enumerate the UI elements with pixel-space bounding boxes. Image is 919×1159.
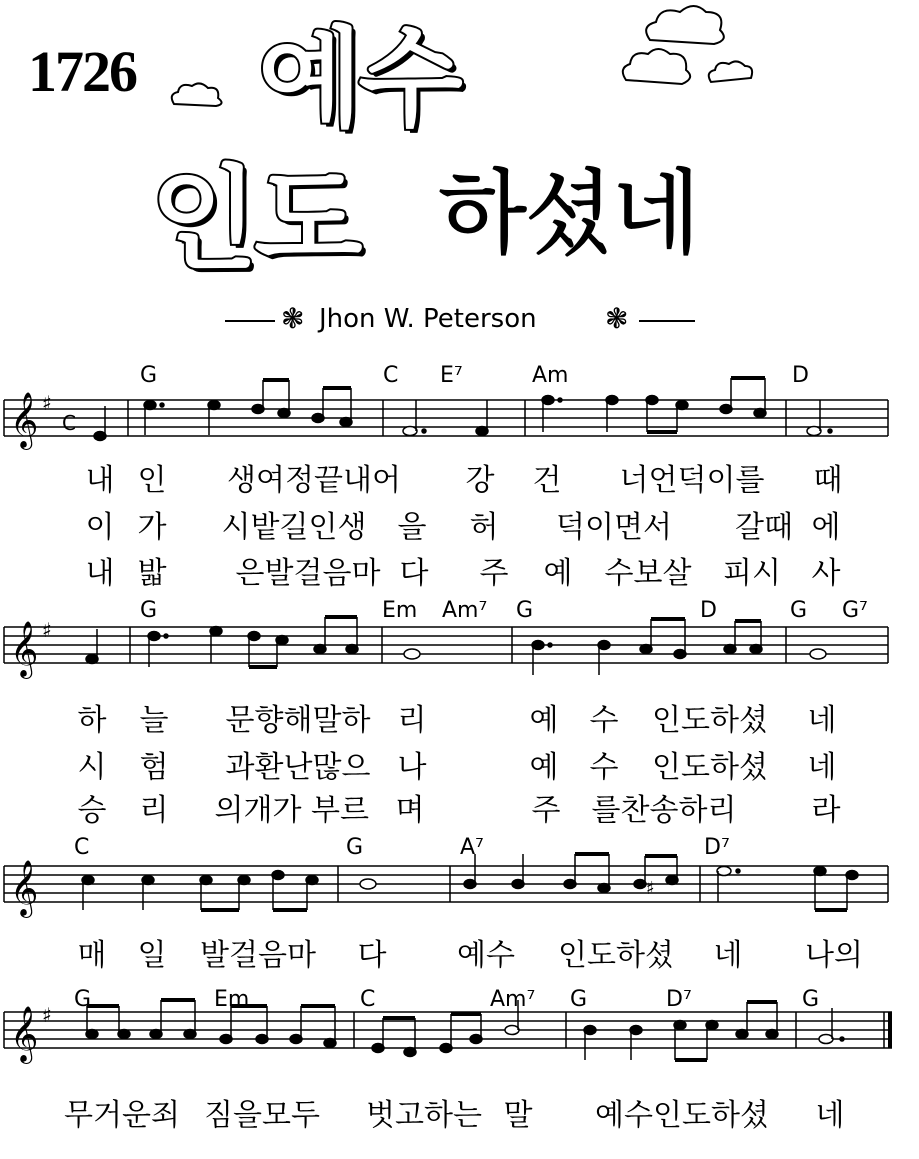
lyric-line <box>0 1090 919 1132</box>
lyric-syllable: 밟 <box>137 556 167 591</box>
lyric-syllable: 에 <box>811 510 841 545</box>
lyric-syllable: 짐을모두 <box>204 1098 320 1133</box>
lyric-syllable: 이 <box>85 510 115 545</box>
flower-icon: ❃ <box>605 302 629 335</box>
chord-label: D⁷ <box>704 835 730 860</box>
lyric-syllable: 주 <box>479 556 509 591</box>
title-suffix: 하셨네 <box>438 160 699 267</box>
staff-system-4 <box>0 980 919 1075</box>
lyric-syllable: 승 <box>77 793 107 828</box>
sharp-icon: ♯ <box>42 618 52 642</box>
lyric-syllable: 내 <box>85 556 115 591</box>
chord-label: Am <box>532 363 569 388</box>
lyric-syllable: 말 <box>503 1098 533 1133</box>
cloud-icon <box>640 0 730 48</box>
lyric-syllable: 늘 <box>139 703 169 738</box>
lyric-syllable: 인도하셨 <box>652 750 768 785</box>
lyric-syllable: 네 <box>713 938 743 973</box>
lyric-syllable: 네 <box>807 703 837 738</box>
lyric-syllable: 수 <box>589 750 619 785</box>
lyric-syllable: 하 <box>77 703 107 738</box>
lyric-syllable: 인도하셨 <box>652 703 768 738</box>
flower-icon: ❃ <box>281 302 305 335</box>
lyric-syllable: 건 <box>532 463 562 498</box>
lyric-syllable: 매 <box>77 938 107 973</box>
chord-label: Am⁷ <box>490 987 536 1012</box>
hymn-number: 1726 <box>28 39 136 104</box>
chord-label: A⁷ <box>460 835 484 860</box>
lyric-syllable: 나 <box>397 750 427 785</box>
lyric-syllable: 너언덕이를 <box>619 463 765 498</box>
lyric-syllable: 험 <box>139 750 169 785</box>
lyric-syllable: 의개가 <box>214 793 302 828</box>
lyric-syllable: 갈때 <box>735 510 793 545</box>
chord-label: E⁷ <box>440 363 463 388</box>
lyric-syllable: 를찬송하리 <box>591 793 737 828</box>
lyric-syllable: 과환난많으 <box>225 750 371 785</box>
treble-clef-icon: 𝄞 <box>10 392 39 448</box>
lyric-syllable: 발걸음마 <box>200 938 316 973</box>
lyric-syllable: 예 <box>543 556 573 591</box>
lyric-syllable: 내 <box>85 463 115 498</box>
lyric-syllable: 문향해말하 <box>225 703 371 738</box>
lyric-syllable: 시 <box>77 750 107 785</box>
lyric-syllable: 예 <box>529 703 559 738</box>
lyric-syllable: 일 <box>137 938 167 973</box>
lyric-line <box>0 548 919 590</box>
composer-name: Jhon W. Peterson <box>319 304 537 334</box>
title-guided: 인도 <box>150 155 359 285</box>
sharp-icon: ♯ <box>42 1003 52 1027</box>
lyric-syllable: 수 <box>589 703 619 738</box>
lyric-syllable: 예 <box>529 750 559 785</box>
lyric-line <box>0 502 919 544</box>
lyric-syllable: 나의 <box>805 938 863 973</box>
staff-system-1 <box>0 360 919 450</box>
lyric-line <box>0 785 919 827</box>
title-jesus: 예수 <box>258 17 459 142</box>
chord-label: G <box>74 987 92 1012</box>
lyric-syllable: 주 <box>531 793 561 828</box>
chord-label: G <box>802 987 820 1012</box>
lyric-line <box>0 930 919 972</box>
lyric-syllable: 은발걸음마 <box>235 556 381 591</box>
chord-label: Am⁷ <box>442 598 488 623</box>
lyric-syllable: 예수 <box>457 938 515 973</box>
notes <box>86 617 826 675</box>
chord-label: C <box>383 363 399 388</box>
lyric-syllable: 리 <box>397 703 427 738</box>
cloud-icon <box>168 80 228 110</box>
chord-label: D <box>792 363 809 388</box>
lyric-syllable: 허 <box>469 510 499 545</box>
sharp-icon: ♯ <box>42 391 52 415</box>
chord-label: G <box>346 835 364 860</box>
lyric-syllable: 시밭길인생 <box>221 510 367 545</box>
treble-clef-icon: 𝄞 <box>10 621 39 677</box>
chord-label: C <box>74 835 90 860</box>
lyric-syllable: 네 <box>807 750 837 785</box>
lyric-syllable: 강 <box>465 463 495 498</box>
treble-clef-icon: 𝄞 <box>10 1006 39 1062</box>
lyric-syllable: 라 <box>811 793 841 828</box>
common-time-icon: C <box>62 411 76 435</box>
lyric-syllable: 네 <box>815 1098 845 1133</box>
divider <box>225 320 275 322</box>
lyric-syllable: 피시 <box>723 556 781 591</box>
lyric-syllable: 때 <box>813 463 843 498</box>
lyric-syllable: 무거운죄 <box>64 1098 180 1133</box>
chord-label: C <box>360 987 376 1012</box>
divider <box>639 320 695 322</box>
chord-label: G <box>140 598 158 623</box>
lyric-line <box>0 455 919 497</box>
lyric-syllable: 리 <box>139 793 169 828</box>
lyric-syllable: 다 <box>399 556 429 591</box>
chord-label: G⁷ <box>842 598 868 623</box>
lyric-syllable: 인도하셨 <box>558 938 674 973</box>
lyric-syllable: 수보살 <box>604 556 692 591</box>
chord-label: G <box>570 987 588 1012</box>
lyric-syllable: 가 <box>137 510 167 545</box>
treble-clef-icon: 𝄞 <box>10 860 39 916</box>
chord-label: G <box>790 598 808 623</box>
chord-label: G <box>140 363 158 388</box>
lyric-syllable: 부르 <box>311 793 369 828</box>
lyric-syllable: 사 <box>811 556 841 591</box>
lyric-syllable: 덕이면서 <box>556 510 672 545</box>
cloud-icon <box>705 58 755 88</box>
lyric-syllable: 인 <box>137 463 167 498</box>
chord-label: D⁷ <box>666 987 692 1012</box>
chord-label: D <box>700 598 717 623</box>
lyric-syllable: 다 <box>357 938 387 973</box>
lyric-line <box>0 742 919 784</box>
composer-row <box>225 300 695 340</box>
lyric-syllable: 며 <box>395 793 425 828</box>
lyric-line <box>0 695 919 737</box>
lyric-syllable: 을 <box>397 510 427 545</box>
sharp-icon: ♯ <box>646 878 655 899</box>
chord-label: Em <box>382 598 418 623</box>
staff-system-3 <box>0 830 919 925</box>
lyric-syllable: 벗고하는 <box>366 1098 482 1133</box>
lyric-syllable: 생여정끝내어 <box>227 463 401 498</box>
lyric-syllable: 예수인도하셨 <box>595 1098 769 1133</box>
staff-system-2 <box>0 595 919 685</box>
chord-label: Em <box>214 987 250 1012</box>
chord-label: G <box>516 598 534 623</box>
